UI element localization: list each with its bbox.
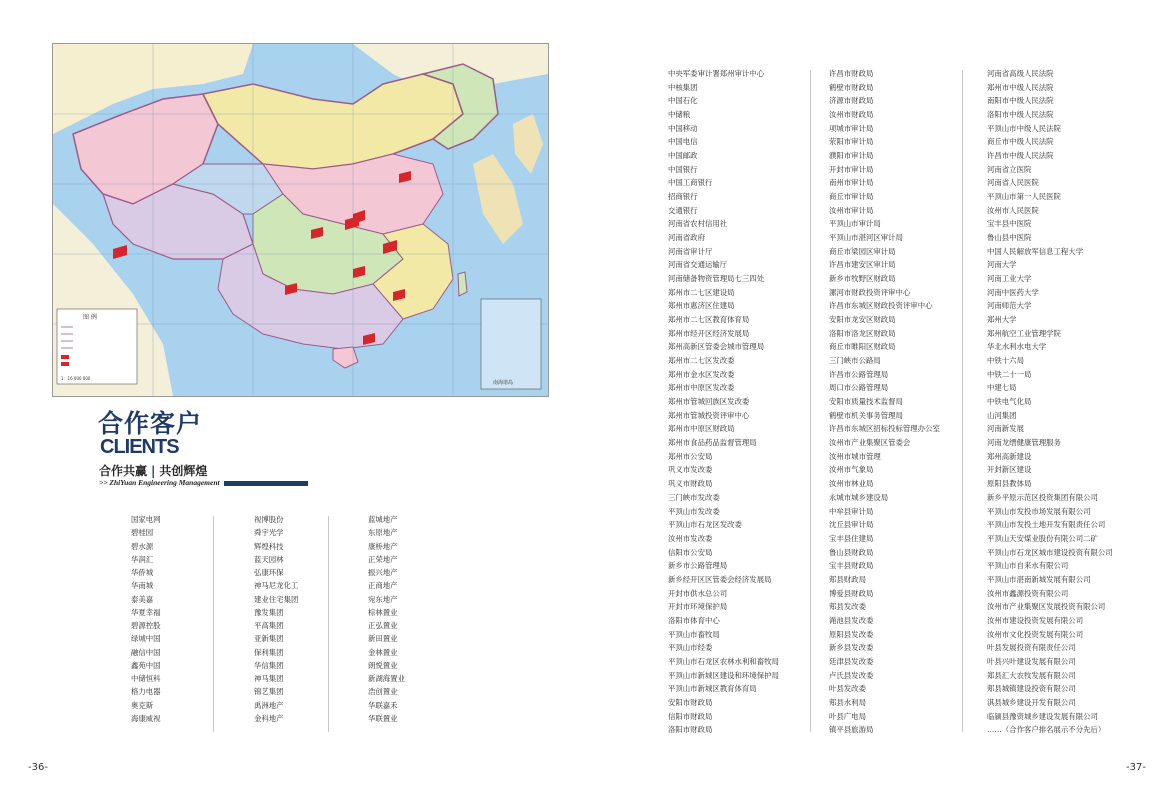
client-item: 宝丰县住建局: [829, 533, 874, 543]
client-item: 沈丘县审计局: [829, 520, 874, 530]
client-item: 新田置业: [368, 634, 398, 644]
client-item: 开封新区建设: [987, 465, 1032, 475]
client-item: 河南省交通运输厅: [668, 260, 728, 270]
company-tagline: >> ZhiYuan Engineering Management: [99, 478, 220, 487]
client-item: 镇平县旅游局: [829, 725, 874, 735]
client-item: 辉煌科技: [254, 541, 284, 551]
client-item: 平顶山市畜牧局: [668, 629, 720, 639]
client-item: 绿城中国: [131, 634, 161, 644]
client-item: 汝州市人民医院: [987, 205, 1039, 215]
client-item: 招商银行: [668, 192, 698, 202]
client-item: 中国电信: [668, 137, 698, 147]
client-item: 平顶山市自来水有限公司: [987, 561, 1069, 571]
client-item: 汝州市文化投资发展有限公司: [987, 629, 1084, 639]
client-item: 郏县水利局: [829, 697, 866, 707]
client-item: 河南中医药大学: [987, 287, 1039, 297]
client-item: 郑州市经开区经济发展局: [668, 328, 750, 338]
client-item: 商丘市梁园区审计局: [829, 246, 896, 256]
client-item: 汝州市建设投资发展有限公司: [987, 615, 1084, 625]
client-item: 碧源控股: [131, 621, 161, 630]
client-item: 国家电网: [131, 515, 161, 524]
flag-icon: [61, 362, 69, 366]
client-item: 平顶山市石龙区农林水利和畜牧局: [668, 656, 779, 666]
south-sea-label: 南海诸岛: [493, 380, 514, 386]
client-item: 朗悦置业: [368, 660, 398, 670]
client-item: 交通银行: [668, 205, 698, 215]
client-item: 郏县财政局: [829, 574, 866, 584]
left-client-column-2: [254, 513, 298, 725]
client-item: 许昌市中级人民法院: [987, 151, 1054, 161]
client-item: 开封市供水总公司: [668, 588, 728, 598]
client-item: 河南龙缙健康管理服务: [987, 438, 1061, 448]
client-item: 金科地产: [254, 713, 284, 723]
client-item: 开封市审计局: [829, 164, 874, 174]
client-item: 永城市城乡建设局: [829, 492, 889, 502]
client-item: 三门峡市公路局: [829, 356, 881, 366]
client-item: 河南省审计厅: [668, 246, 713, 256]
client-item: 巩义市发改委: [668, 465, 713, 475]
client-item: 汝州市产业集聚区管委会: [829, 438, 911, 448]
client-item: 华夏幸福: [131, 607, 161, 617]
left-client-column-1: [131, 513, 161, 725]
client-item: 平顶山市石龙区城市建设投资有限公司: [987, 547, 1113, 557]
legend-title: 图 例: [83, 314, 97, 321]
legend-box: [57, 309, 137, 384]
client-item: 平顶山市湛南新城发展有限公司: [987, 574, 1091, 584]
legend-scale: 1：16 000 000: [61, 376, 91, 381]
client-item: 渑池县发改委: [829, 615, 874, 625]
client-item: 中央军委审计署郑州审计中心: [668, 69, 765, 78]
client-item: 廷津县发改委: [829, 656, 874, 666]
client-item: 鹤壁市机关事务管理局: [829, 410, 903, 420]
client-item: 中储恒科: [131, 674, 161, 683]
client-item: 洛阳市中级人民法院: [987, 110, 1054, 120]
client-item: 淇县城乡建设开发有限公司: [987, 697, 1076, 707]
client-item: 许昌市公路管理局: [829, 369, 889, 379]
client-item: 汝州市鑫源投资有限公司: [987, 588, 1069, 598]
client-item: 金林置业: [368, 647, 398, 657]
client-item: 河南省高级人民法院: [987, 69, 1054, 78]
client-item: 郑州市中原区发改委: [668, 383, 735, 393]
client-item: 原阳县发改委: [829, 629, 874, 639]
client-item: 浩创置业: [368, 687, 398, 697]
client-item: 河南大学: [987, 260, 1017, 270]
client-item: 新乡市公路管理局: [668, 561, 728, 571]
client-item: 河南新发展: [987, 424, 1024, 434]
client-item: 河南省立医院: [987, 164, 1032, 174]
column-divider: [962, 70, 963, 732]
china-map: [52, 43, 549, 397]
flag-icon: [61, 355, 69, 359]
client-item: 神马集团: [254, 674, 284, 683]
client-item: 平顶山市审计局: [829, 219, 881, 229]
client-item: 郑县汇大农牧发展有限公司: [987, 670, 1076, 680]
client-item: 正商地产: [368, 581, 398, 591]
client-item: 河南省人民医院: [987, 178, 1039, 188]
slogan: [99, 462, 207, 479]
client-item: 平顶山市湛河区审计局: [829, 233, 903, 243]
column-divider: [213, 516, 214, 732]
client-item: 振兴地产: [368, 568, 398, 577]
client-item: 中建七局: [987, 383, 1017, 393]
client-item: 郑州市金水区发改委: [668, 369, 735, 379]
accent-bar: [224, 481, 308, 486]
client-item: 济源市财政局: [829, 96, 874, 106]
client-item: 中铁电气化局: [987, 397, 1032, 407]
client-item: 新乡经开区区管委会经济发展局: [668, 574, 772, 584]
client-item: 新乡市牧野区财政局: [829, 274, 896, 284]
client-item: 宛东地产: [368, 594, 398, 604]
client-item: 汝州市审计局: [829, 205, 874, 215]
client-item: 海康威视: [131, 713, 161, 723]
client-item: 华润汇: [131, 554, 154, 564]
client-item: 郑州市二七区教育体育局: [668, 315, 750, 325]
client-item: 新乡县发改委: [829, 643, 874, 653]
client-item: 亚新集团: [254, 634, 284, 644]
client-item: 平顶山市发投土地开发有限责任公司: [987, 520, 1106, 530]
client-item: 平顶山市新城区教育体育局: [668, 684, 757, 694]
client-item: 汝州市产业集聚区发展投资有限公司: [987, 602, 1106, 612]
client-item: 泰美嘉: [131, 594, 154, 604]
client-item: 建业住宅集团: [254, 594, 299, 604]
client-item: 汝州市财政局: [829, 110, 874, 120]
client-item: 信阳市公安局: [668, 547, 713, 557]
client-item: 汝州市城市管理: [829, 451, 881, 461]
client-item: 开封市环境保护局: [668, 602, 728, 612]
client-item: 临颍县豫资城乡建设发展有限公司: [987, 711, 1098, 721]
client-item: 平顶山市第一人民医院: [987, 192, 1061, 202]
client-item: 河南工业大学: [987, 274, 1032, 284]
client-item: 正荣地产: [368, 554, 398, 564]
client-item: 山河集团: [987, 410, 1017, 420]
client-item: 郑州市二七区发改委: [668, 356, 735, 366]
client-item: 洛阳市体育中心: [668, 615, 720, 625]
client-item: 新乡平原示范区投资集团有限公司: [987, 492, 1098, 502]
client-item: 河南储备物资管理局七三四处: [668, 274, 765, 284]
client-item: 鲁山县中医院: [987, 233, 1032, 243]
client-item: 汝州市林业局: [829, 479, 874, 489]
client-item: 汝州市气象局: [829, 465, 874, 475]
column-divider: [328, 516, 329, 732]
left-client-column-3: [368, 513, 405, 725]
client-item: 中国邮政: [668, 151, 698, 161]
client-item: 平顶山市经委: [668, 643, 713, 653]
client-item: 中铁十六局: [987, 356, 1024, 366]
right-client-column-1: [668, 67, 779, 737]
china-map-graphic: [53, 44, 548, 396]
client-item: 漯河市财政投资评审中心: [829, 287, 911, 297]
client-item: 许昌市财政局: [829, 69, 874, 78]
client-item: 三门峡市发改委: [668, 492, 720, 502]
client-item: 中国工商银行: [668, 178, 713, 188]
client-item: 商丘市审计局: [829, 192, 874, 202]
client-item: 平顶山市新城区建设和环境保护局: [668, 670, 779, 680]
client-item: 碧桂园: [131, 528, 154, 538]
client-item: 融信中国: [131, 647, 161, 657]
client-item: 平顶山市发改委: [668, 506, 720, 516]
client-item: 叶县广电局: [829, 711, 866, 721]
client-item: 中核集团: [668, 82, 698, 92]
client-item: 中铁二十一局: [987, 369, 1032, 379]
client-item: 郑州市中原区财政局: [668, 424, 735, 434]
client-item: 华联置业: [368, 713, 398, 723]
page-number-right: -37-: [1126, 762, 1146, 773]
column-divider: [810, 70, 811, 732]
client-item: 卢氏县发改委: [829, 670, 874, 680]
slogan-separator: |: [151, 464, 156, 478]
client-item: 正弘置业: [368, 621, 398, 630]
client-item: 宝丰县中医院: [987, 219, 1032, 229]
client-item: 河南省政府: [668, 233, 705, 243]
client-item: 郑州市二七区建设局: [668, 287, 735, 297]
client-item: 郏县发改委: [829, 602, 866, 612]
client-item: 郑州市食品药品监督管理局: [668, 438, 757, 448]
client-item: 中牟县审计局: [829, 506, 874, 516]
client-item: 视博股份: [254, 515, 284, 524]
client-item: 平顶山市发投市场发展有限公司: [987, 506, 1091, 516]
client-item: ……（合作客户排名展示不分先后）: [987, 725, 1106, 735]
client-item: 平顶山天安煤业股份有限公司二矿: [987, 533, 1098, 543]
taiwan-island: [458, 272, 467, 296]
client-item: 奥克斯: [131, 700, 154, 710]
client-item: 华侨城: [131, 568, 154, 577]
client-item: 鲁山县财政局: [829, 547, 874, 557]
client-item: 格力电器: [131, 687, 161, 697]
client-item: 东原地产: [368, 528, 398, 538]
client-item: 南阳市中级人民法院: [987, 96, 1054, 106]
client-item: 郏县城镇建设投资有限公司: [987, 684, 1076, 694]
client-item: 博爱县财政局: [829, 588, 874, 598]
client-item: 神马尼龙化工: [254, 581, 299, 591]
client-item: 许昌市东城区财政投资评审中心: [829, 301, 933, 311]
client-item: 巩义市财政局: [668, 479, 713, 489]
client-item: 商丘市睢阳区财政局: [829, 342, 896, 352]
client-item: 鑫苑中国: [131, 660, 161, 670]
client-item: 华信集团: [254, 660, 284, 670]
client-item: 中国石化: [668, 96, 698, 106]
client-item: 康桥地产: [368, 541, 398, 551]
client-item: 洛阳市财政局: [668, 725, 713, 735]
client-item: 汝州市发改委: [668, 533, 713, 543]
client-item: 华南城: [131, 581, 154, 591]
client-item: 保利集团: [254, 647, 284, 657]
client-item: 蓝天园林: [254, 554, 284, 564]
client-item: 河南师范大学: [987, 301, 1032, 311]
client-item: 河南省农村信用社: [668, 219, 728, 229]
client-item: 锦艺集团: [254, 687, 284, 697]
client-item: 郑州市惠济区住建局: [668, 301, 735, 311]
client-item: 中储粮: [668, 110, 691, 120]
south-sea-inset: [481, 299, 541, 389]
client-item: 许昌市建安区审计局: [829, 260, 896, 270]
client-item: 许昌市东城区招标投标管理办公室: [829, 424, 940, 434]
client-item: 平顶山市中级人民法院: [987, 123, 1061, 133]
client-item: 南州市审计局: [829, 178, 874, 188]
client-item: 禹洲地产: [254, 700, 284, 710]
client-item: 郑州大学: [987, 315, 1017, 325]
client-item: 郑州市管城投资评审中心: [668, 410, 750, 420]
client-item: 叶县发展投资有限责任公司: [987, 643, 1076, 653]
client-item: 洛阳市洛龙区财政局: [829, 328, 896, 338]
client-item: 商丘市中级人民法院: [987, 137, 1054, 147]
client-item: 安阳市龙安区财政局: [829, 315, 896, 325]
client-item: 平高集团: [254, 621, 284, 630]
client-item: 蓝城地产: [368, 515, 398, 524]
client-item: 项城市审计局: [829, 123, 874, 133]
client-item: 平顶山市石龙区发改委: [668, 520, 742, 530]
client-item: 郑州航空工业管理学院: [987, 328, 1061, 338]
client-item: 宝丰县财政局: [829, 561, 874, 571]
client-item: 中国人民解放军信息工程大学: [987, 246, 1084, 256]
client-item: 郑州高新建设: [987, 451, 1032, 461]
client-item: 中国移动: [668, 123, 698, 133]
client-item: 弘康环保: [254, 568, 284, 577]
client-item: 碧水源: [131, 541, 154, 551]
client-item: 叶县发改委: [829, 684, 866, 694]
client-item: 郑州市公安局: [668, 451, 713, 461]
page-number-left: -36-: [28, 762, 48, 773]
client-item: 棕林置业: [368, 607, 398, 617]
client-item: 华联嘉禾: [368, 700, 398, 710]
client-item: 新湖海置业: [368, 674, 405, 683]
client-item: 郑州市管城回族区发改委: [668, 397, 750, 407]
client-item: 华北水利水电大学: [987, 342, 1047, 352]
section-title-cn: 合作客户: [98, 409, 203, 438]
client-item: 安阳市质量技术监督局: [829, 397, 903, 407]
client-item: 叶县兴叶建设发展有限公司: [987, 656, 1076, 666]
client-item: 舜宇光学: [254, 528, 284, 538]
slogan-left: 合作共赢: [99, 464, 148, 478]
right-client-column-2: [829, 67, 940, 737]
client-item: 安阳市财政局: [668, 697, 713, 707]
client-item: 濮阳市审计局: [829, 151, 874, 161]
client-item: 豫发集团: [254, 607, 284, 617]
right-client-column-3: [987, 67, 1113, 737]
client-item: 鹤壁市财政局: [829, 82, 874, 92]
client-item: 荥阳市审计局: [829, 137, 874, 147]
client-item: 信阳市财政局: [668, 711, 713, 721]
client-item: 周口市公路管理局: [829, 383, 889, 393]
client-item: 中国银行: [668, 164, 698, 174]
client-item: 原阳县教体局: [987, 479, 1032, 489]
client-item: 郑州高新区管委会城市管理局: [668, 342, 765, 352]
slogan-right: 共创辉煌: [159, 464, 208, 478]
section-title-en: CLIENTS: [100, 436, 179, 458]
client-item: 郑州市中级人民法院: [987, 82, 1054, 92]
